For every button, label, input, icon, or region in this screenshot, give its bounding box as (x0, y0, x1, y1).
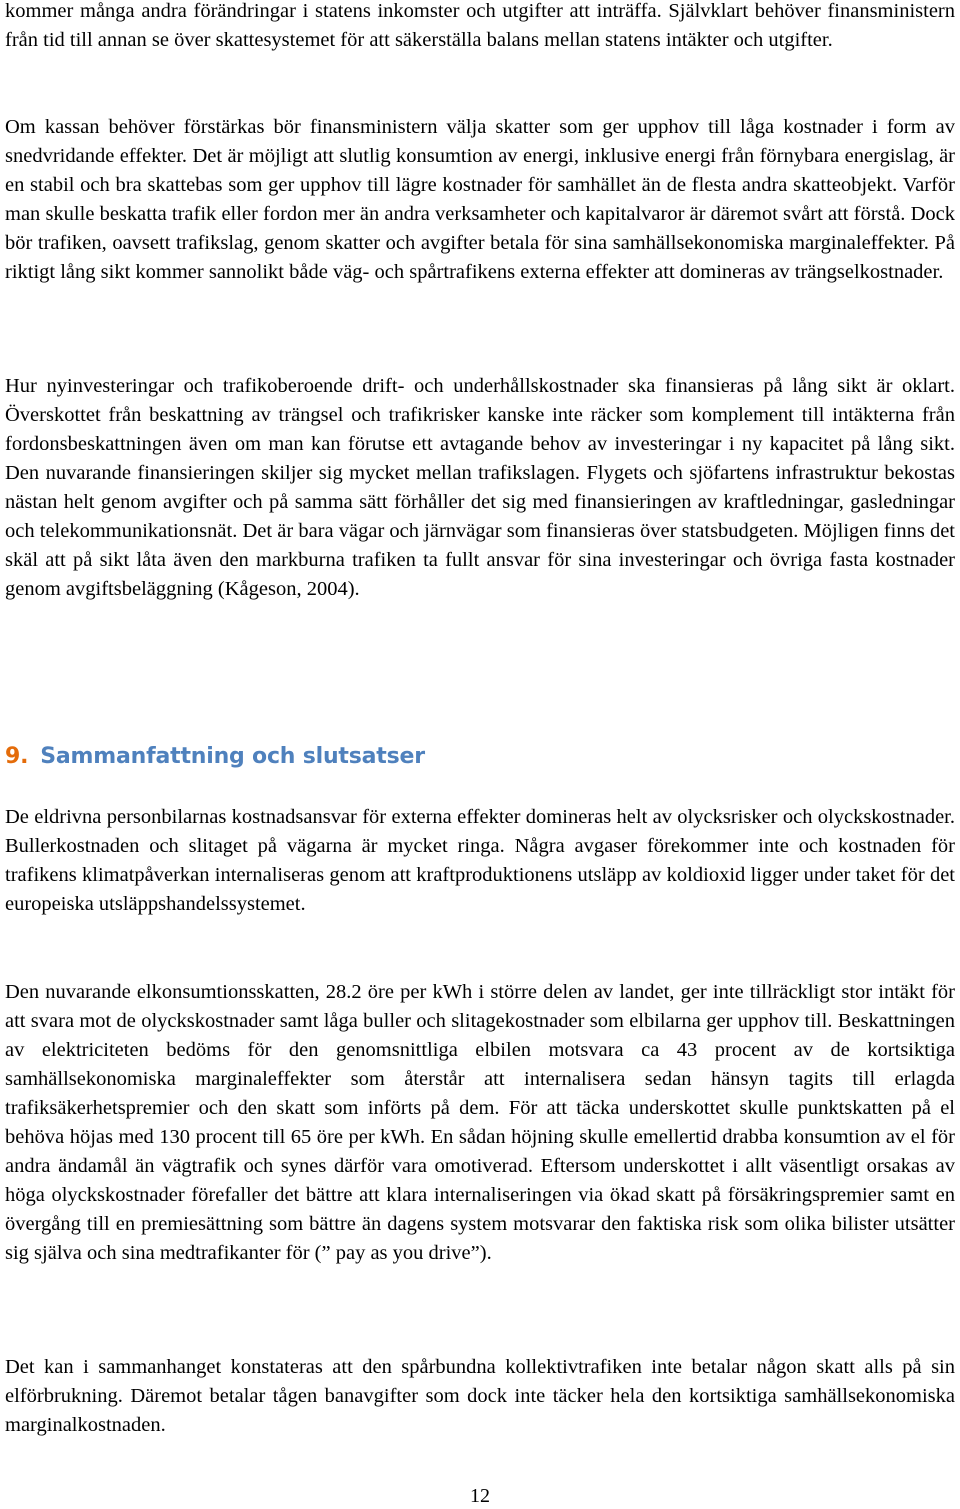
section-title: Sammanfattning och slutsatser (40, 744, 425, 769)
page-number: 12 (470, 1485, 490, 1507)
section-heading (5, 742, 425, 772)
document-page (5, 0, 955, 1508)
section-number: 9. (5, 744, 29, 769)
paragraph-electric-cars-externalities: De eldrivna personbilarnas kostnadsansvar för externa effekter domineras helt av olycksrisker och olyckskostnader. Bullerkostnaden och slitaget på vägarna är mycket ringa. Några avgaser förekommer inte och kostnaden för trafikens klimatpåverkan internaliseras genom att kraftproduktionens utsläpp av koldioxid ligger under taket för det europeiska utsläppshandelssystemet. (5, 806, 955, 915)
paragraph-tax-choice: Om kassan behöver förstärkas bör finansministern välja skatter som ger upphov till låga kostnader i form av snedvridande effekter. Det är möjligt att slutlig konsumtion av energi, inklusive energi från förnybara energislag, är en stabil och bra skattebas som ger upphov till lägre kostnader för samhället än de flesta andra skatteobjekt. Varför man skulle beskatta trafik eller fordon mer än andra verksamheter och kapitalvaror är däremot svårt att förstå. Dock bör trafiken, oavsett trafikslag, genom skatter och avgifter betala för sina samhällsekonomiska marginaleffekter. På riktigt lång sikt kommer sannolikt både väg- och spårtrafikens externa effekter att domineras av trängselkostnader. (5, 116, 955, 283)
paragraph-rail-transport: Det kan i sammanhanget konstateras att den spårbundna kollektivtrafiken inte betalar någon skatt alls på sin elförbrukning. Däremot betalar tågen banavgifter som dock inte täcker hela den kortsiktiga samhällsekonomiska marginalkostnaden. (5, 1356, 955, 1436)
paragraph-intro-continuation: kommer många andra förändringar i statens inkomster och utgifter att inträffa. Självklart behöver finansministern från tid till annan se över skattesystemet för att säkerställa balans mellan statens intäkter och utgifter. (5, 0, 955, 51)
paragraph-electricity-tax: Den nuvarande elkonsumtionsskatten, 28.2 öre per kWh i större delen av landet, ger inte tillräckligt stor intäkt för att svara mot de olyckskostnader samt låga buller och slitagekostnader som elbilarna ger upphov till. Beskattningen av elektriciteten bedöms för den genomsnittliga elbilen motsvara ca 43 procent av de kortsiktiga samhällsekonomiska marginaleffekter som återstår att internalisera sedan hänsyn tagits till erlagda trafiksäkerhetspremier och den skatt som införts på dem. För att täcka underskottet skulle punktskatten på el behöva höjas med 130 procent till 65 öre per kWh. En sådan höjning skulle emellertid drabba konsumtion av el för andra ändamål än vägtrafik och synes därför vara omotiverad. Eftersom underskottet i allt väsentligt orsakas av höga olyckskostnader förefaller det bättre att klara internaliseringen via ökad skatt på försäkringspremier samt en övergång till en premiesättning som bättre än dagens system motsvarar den faktiska risk som olika bilister utsätter sig själva och sina medtrafikanter för (” pay as you drive”). (5, 981, 955, 1264)
paragraph-infrastructure-financing: Hur nyinvesteringar och trafikoberoende drift- och underhållskostnader ska finansieras på lång sikt är oklart. Överskottet från beskattning av trängsel och trafikrisker kanske inte räcker som komplement till intäkterna från fordonsbeskattningen även om man kan förutse ett avtagande behov av investeringar i ny kapacitet på lång sikt. Den nuvarande finansieringen skiljer sig mycket mellan trafikslagen. Flygets och sjöfartens infrastruktur bekostas nästan helt genom avgifter och på samma sätt förhåller det sig med finansieringen av kraftledningar, gasledningar och telekommunikationsnät. Det är bara vägar och järnvägar som finansieras över statsbudgeten. Möjligen finns det skäl att på sikt låta även den markburna trafiken ta fullt ansvar för sina investeringar och övriga fasta kostnader genom avgiftsbeläggning (Kågeson, 2004). (5, 375, 955, 600)
